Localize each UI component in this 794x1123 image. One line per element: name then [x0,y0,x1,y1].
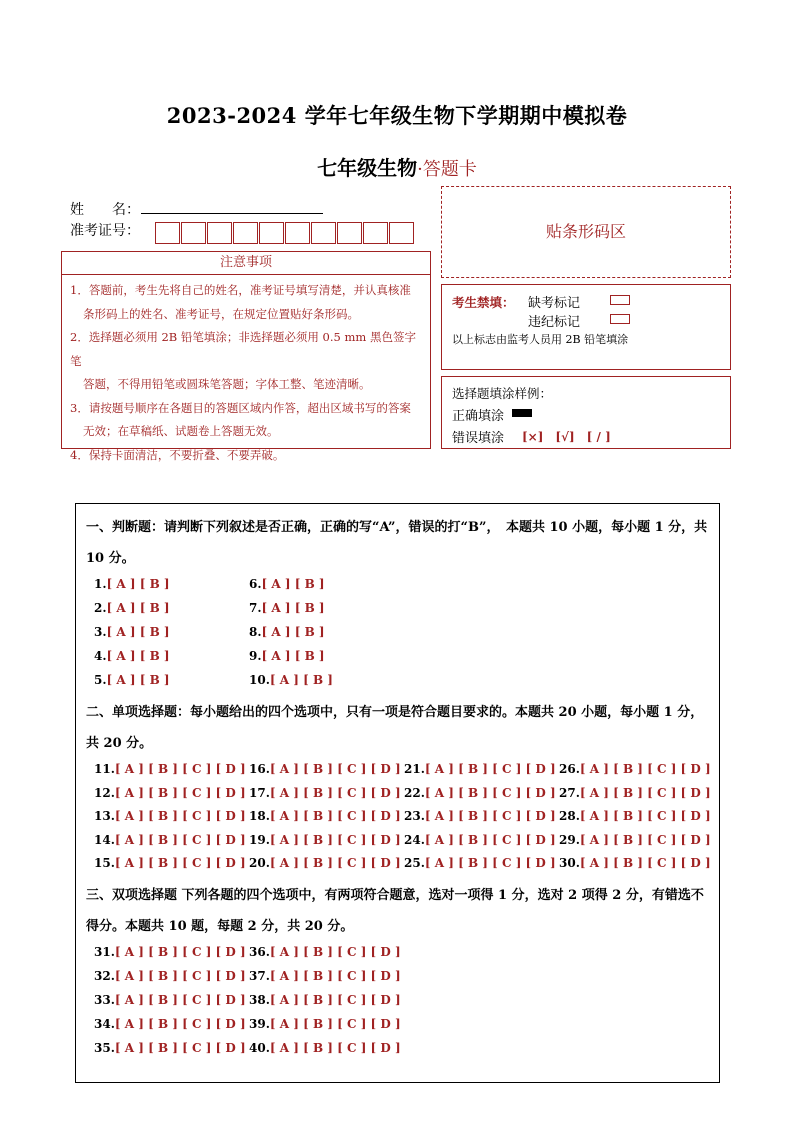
id-digit-box[interactable] [337,222,362,244]
answer-options[interactable]: [ A ] [ B ] [261,577,325,591]
question-number: 3. [94,625,107,639]
answer-options[interactable]: [ A ] [ B ] [106,601,170,615]
question-item [249,1041,401,1055]
question-number: 40. [249,1041,270,1055]
forbidden-note: 以上标志由监考人员用 2B 铅笔填涂 [452,333,629,346]
question-number: 23. [404,809,425,823]
question-number: 37. [249,969,270,983]
question-number: 33. [94,993,115,1007]
answer-options[interactable]: [ A ] [ B ] [ C ] [ D ] [424,832,556,847]
notice-item: 1．答题前，考生先将自己的姓名，准考证号填写清楚，并认真核准 [70,283,411,297]
page-title: 2023-2024 学年七年级生物下学期期中模拟卷 [166,103,628,128]
question-number: 25. [404,856,425,870]
notice-heading: 注意事项 [62,252,430,275]
question-item [94,673,170,687]
question-item [94,945,246,959]
question-item [249,1017,401,1031]
correct-fill-mark [512,409,532,417]
page-subtitle [0,152,794,181]
question-number: 8. [249,625,262,639]
wrong-fill-marks: [×] [√] [ / ] [522,430,611,444]
question-number: 11. [94,762,115,776]
answer-options[interactable]: [ A ] [ B ] [ C ] [ D ] [269,1041,401,1055]
answer-options[interactable]: [ A ] [ B ] [ C ] [ D ] [114,762,246,776]
id-digit-box[interactable] [285,222,310,244]
question-number: 6. [249,577,262,591]
question-number: 32. [94,969,115,983]
answer-options[interactable]: [ A ] [ B ] [ C ] [ D ] [424,762,556,776]
answer-options[interactable]: [ A ] [ B ] [ C ] [ D ] [579,832,711,847]
id-digit-box[interactable] [233,222,258,244]
question-item [94,856,246,870]
forbidden-label: 考生禁填： [452,295,515,310]
question-item [249,673,333,687]
notice-item: 2．选择题必须用 2B 铅笔填涂；非选择题必须用 0.5 mm 黑色签字笔 [70,330,416,368]
question-item [94,601,170,615]
question-item [94,577,170,591]
barcode-area: 贴条形码区 [441,186,731,278]
id-digit-box[interactable] [363,222,388,244]
question-number: 27. [559,785,580,800]
notice-box [61,251,431,462]
question-number: 34. [94,1017,115,1031]
violation-mark-label: 违纪标记 [528,315,581,330]
question-item [559,833,711,847]
answer-area [75,503,720,1083]
question-number: 26. [559,762,580,776]
answer-options[interactable]: [ A ] [ B ] [ C ] [ D ] [114,809,246,823]
notice-item: 答题，不得用铅笔或圆珠笔答题；字体工整、笔迹清晰。 [83,377,371,391]
question-item [249,625,325,639]
question-number: 22. [404,785,425,800]
question-number: 2. [94,601,107,615]
question-item [249,762,401,776]
question-number: 9. [249,649,262,663]
question-number: 18. [249,809,270,823]
question-item [94,809,246,823]
question-item [404,833,556,847]
question-number: 35. [94,1041,115,1055]
answer-options[interactable]: [ A ] [ B ] [ C ] [ D ] [579,785,711,800]
question-number: 19. [249,832,270,847]
answer-options[interactable]: [ A ] [ B ] [ C ] [ D ] [579,856,711,870]
section-3-heading: 三、双项选择题 下列各题的四个选项中，有两项符合题意，选对一项得 1 分，选对 2 项得 2 分，有错选不得分。本题共 10 题，每题 2 分，共 20 分。 [86,888,704,934]
violation-mark-box[interactable] [610,314,630,324]
answer-options[interactable]: [ A ] [ B ] [ C ] [ D ] [269,1017,401,1031]
question-number: 24. [404,832,425,847]
answer-options[interactable]: [ A ] [ B ] [106,577,170,591]
answer-options[interactable]: [ A ] [ B ] [ C ] [ D ] [269,969,401,983]
section-1-heading: 一、判断题：请判断下列叙述是否正确，正确的写“A”，错误的打“B”， 本题共 10 小题，每小题 1 分，共 10 分。 [86,520,708,566]
question-number: 15. [94,856,115,870]
question-item [404,762,556,776]
answer-options[interactable]: [ A ] [ B ] [ C ] [ D ] [269,809,401,823]
question-number: 17. [249,785,270,800]
answer-options[interactable]: [ A ] [ B ] [ C ] [ D ] [269,832,401,847]
question-item [249,786,401,800]
notice-item: 3．请按题号顺序在各题目的答题区域内作答，超出区域书写的答案 [70,400,411,415]
question-item [249,833,401,847]
question-number: 14. [94,832,115,847]
question-item [249,809,401,823]
wrong-fill-label: 错误填涂 [452,431,505,446]
answer-options[interactable]: [ A ] [ B ] [269,673,333,687]
question-item [94,1017,246,1031]
question-item [249,649,325,663]
question-number: 20. [249,856,270,870]
id-digit-box[interactable] [259,222,284,244]
answer-options[interactable]: [ A ] [ B ] [ C ] [ D ] [424,809,556,823]
sample-box [441,376,731,449]
answer-options[interactable]: [ A ] [ B ] [ C ] [ D ] [579,809,711,823]
answer-options[interactable]: [ A ] [ B ] [106,673,170,687]
question-item [249,969,401,983]
question-number: 29. [559,832,580,847]
id-digit-box[interactable] [311,222,336,244]
question-number: 31. [94,945,115,959]
question-number: 28. [559,809,580,823]
answer-options[interactable]: [ A ] [ B ] [ C ] [ D ] [269,762,401,776]
question-item [559,762,711,776]
forbidden-box [441,284,731,370]
question-item [559,856,711,870]
question-item [249,601,325,615]
question-number: 36. [249,945,270,959]
answer-options[interactable]: [ A ] [ B ] [261,601,325,615]
subtitle-main: 七年级生物 [317,156,418,180]
question-number: 1. [94,577,107,591]
correct-fill-label: 正确填涂 [452,409,505,424]
name-label: 姓 名： [70,202,140,218]
answer-options[interactable]: [ A ] [ B ] [ C ] [ D ] [424,856,556,870]
id-digit-box[interactable] [389,222,414,244]
answer-options[interactable]: [ A ] [ B ] [ C ] [ D ] [114,1017,246,1031]
question-item [404,809,556,823]
question-number: 5. [94,673,107,687]
question-number: 21. [404,762,425,776]
name-field[interactable] [141,212,323,214]
answer-options[interactable]: [ A ] [ B ] [ C ] [ D ] [424,785,556,800]
question-number: 12. [94,785,115,800]
question-number: 39. [249,1017,270,1031]
answer-options[interactable]: [ A ] [ B ] [ C ] [ D ] [114,945,246,959]
question-number: 7. [249,601,262,615]
question-item [94,649,170,663]
id-digit-box[interactable] [155,222,180,244]
answer-options[interactable]: [ A ] [ B ] [ C ] [ D ] [114,856,246,870]
absent-mark-label: 缺考标记 [528,296,581,311]
absent-mark-box[interactable] [610,295,630,305]
question-item [94,1041,246,1055]
question-number: 4. [94,649,107,663]
question-item [404,786,556,800]
answer-options[interactable]: [ A ] [ B ] [261,649,325,663]
question-item [559,809,711,823]
sample-heading: 选择题填涂样例： [452,386,553,401]
question-item [94,993,246,1007]
question-number: 16. [249,762,270,776]
question-item [249,856,401,870]
question-item [94,625,170,639]
answer-options[interactable]: [ A ] [ B ] [106,649,170,663]
section-2-heading: 二、单项选择题：每小题给出的四个选项中，只有一项是符合题目要求的。本题共 20 小题，每小题 1 分，共 20 分。 [86,705,704,751]
question-number: 10. [249,673,270,687]
answer-options[interactable]: [ A ] [ B ] [ C ] [ D ] [114,785,246,800]
answer-options[interactable]: [ A ] [ B ] [106,625,170,639]
question-item [559,786,711,800]
notice-item: 条形码上的姓名、准考证号，在规定位置贴好条形码。 [83,306,359,321]
question-item [94,969,246,983]
question-item [94,833,246,847]
id-label: 准考证号： [70,223,140,239]
question-item [94,786,246,800]
answer-options[interactable]: [ A ] [ B ] [ C ] [ D ] [114,969,246,983]
id-digit-box[interactable] [207,222,232,244]
answer-options[interactable]: [ A ] [ B ] [ C ] [ D ] [114,832,246,847]
answer-options[interactable]: [ A ] [ B ] [261,625,325,639]
question-item [249,577,325,591]
answer-options[interactable]: [ A ] [ B ] [ C ] [ D ] [579,762,711,776]
answer-options[interactable]: [ A ] [ B ] [ C ] [ D ] [114,1041,246,1055]
notice-item: 4．保持卡面清洁，不要折叠、不要弄破。 [70,447,285,462]
question-number: 38. [249,993,270,1007]
answer-options[interactable]: [ A ] [ B ] [ C ] [ D ] [269,945,401,959]
question-item [249,993,401,1007]
question-item [94,762,246,776]
subtitle-suffix: ·答题卡 [417,159,477,180]
answer-options[interactable]: [ A ] [ B ] [ C ] [ D ] [269,785,401,800]
question-number: 13. [94,809,115,823]
notice-list [62,275,430,467]
answer-options[interactable]: [ A ] [ B ] [ C ] [ D ] [269,993,401,1007]
question-number: 30. [559,856,580,870]
question-item [404,856,556,870]
question-item [249,945,401,959]
answer-options[interactable]: [ A ] [ B ] [ C ] [ D ] [269,856,401,870]
answer-options[interactable]: [ A ] [ B ] [ C ] [ D ] [114,993,246,1007]
notice-item: 无效；在草稿纸、试题卷上答题无效。 [83,424,279,438]
id-digit-box[interactable] [181,222,206,244]
